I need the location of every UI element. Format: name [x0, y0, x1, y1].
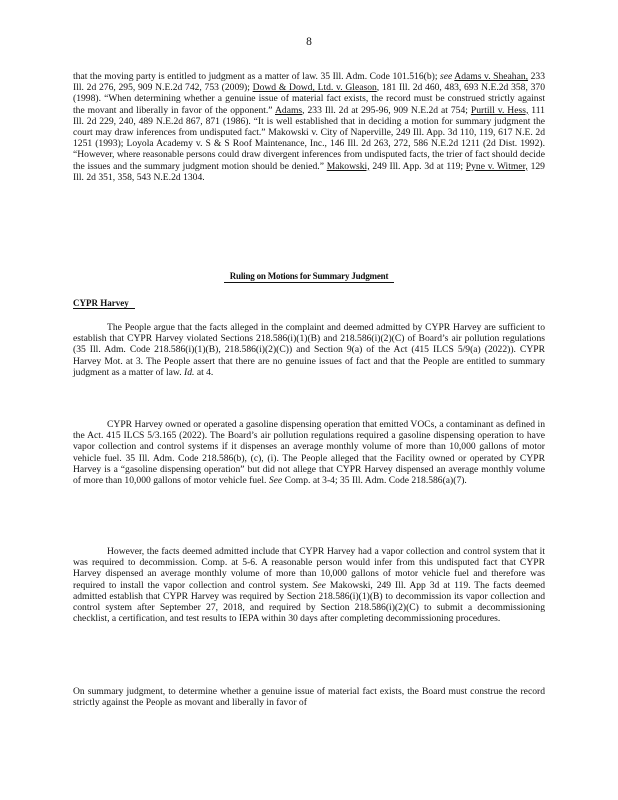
- page-number: 8: [306, 36, 312, 48]
- section-heading: [0, 271, 618, 283]
- text-run: 111 Ill. 2d 229, 240, 489 N.E.2d 867, 871 (1986). “It is well established that in deciding a motion for summary judgment the court may draw inferences from undisputed fact.” Makowski v. City of Naperville, 249 Ill. App. 3d 110, 119, 617 N.E. 2d 1251 (1993); Loyola Academy v. S & S Roof Maintenance, Inc., 146 Ill. 2d 263, 272, 586 N.E.2d 1211 (2d Dist. 1992). “However, where reasonable persons could draw divergent inferences from undisputed facts, the trier of fact should decide the issues and the summary judgment motion should be denied.”: [73, 104, 545, 172]
- text-run: that the moving party is entitled to judgment as a matter of law. 35 Ill. Adm. Code 101.516(b);: [73, 71, 438, 82]
- text-run: However, the facts deemed admitted include that CYPR Harvey had a vapor collection and control system that it was required to decommission. Comp. at 5-6. A reasonable person would infer from this undisputed fact that CYPR Harvey dispensed an average monthly volume of more than 10,000 gallons of motor vehicle fuel and therefore was required to install the vapor collection and control system.: [73, 546, 545, 591]
- text-run: The People argue that the facts alleged in the complaint and deemed admitted by CYPR Harvey are sufficient to establish that CYPR Harvey violated Sections 218.586(i)(1)(B) and 218.586(i)(2)(C) of Board’s air pollution regulations (35 Ill. Adm. Code 218.586(i)(1)(B), 218.586(i)(2)(C)) and Section 9(a) of the Act (415 ILCS 5/9(a) (2022)). CYPR Harvey Mot. at 3. The People assert that there are no genuine issues of fact and that the People are entitled to summary judgment as a matter of law.: [73, 322, 545, 378]
- signal-see: See: [268, 475, 283, 487]
- signal-see: See: [312, 579, 326, 591]
- text-run: 129 Ill. 2d 351, 358, 543 N.E.2d 1304.: [73, 160, 545, 183]
- text-run: 233 Ill. 2d 276, 295, 909 N.E.2d 742, 753 (2009);: [73, 71, 545, 94]
- text-run: , 181 Ill. 2d 460, 483, 693 N.E.2d 358, 370 (1998). “When determining whether a genuine issue of material fact exists, the record must be construed strictly against the movant and liberally in favor of the opponent.”: [73, 82, 545, 116]
- case-citation-adams: Adams v. Sheahan,: [454, 71, 529, 82]
- case-citation-purtill: Purtill v. Hess,: [470, 104, 529, 116]
- case-citation-pyne: Pyne v. Witmer,: [465, 160, 528, 172]
- facility-facts-paragraph: [73, 419, 545, 486]
- subsection-heading: [73, 298, 135, 308]
- text-run: CYPR Harvey owned or operated a gasoline dispensing operation that emitted VOCs, a contaminant as defined in the Act. 415 ILCS 5/3.165 (2022). The Board’s air pollution regulations required a gasoline dispensing operation to have vapor collection and control systems if it dispenses an average monthly volume of more than 10,000 gallons of motor vehicle fuel. 35 Ill. Adm. Code 218.586(b), (c), (i). The People alleged that the Facility owned or operated by CYPR Harvey is a “gasoline dispensing operation” but did not allege that CYPR Harvey dispensed an average monthly volume of more than 10,000 gallons of motor vehicle fuel.: [73, 419, 545, 487]
- signal-see: see: [440, 71, 453, 82]
- people-argument-paragraph: [73, 322, 545, 378]
- signal-id: Id.: [184, 366, 195, 378]
- text-run: 249 Ill. App. 3d at 119;: [372, 160, 464, 172]
- text-run: Comp. at 3-4; 35 Ill. Adm. Code 218.586(a)(7).: [284, 475, 467, 487]
- deemed-admitted-paragraph: [73, 546, 545, 624]
- summary-judgment-paragraph: [73, 686, 545, 708]
- section-heading-text: Ruling on Motions for Summary Judgment: [224, 271, 395, 283]
- legal-standard-paragraph: [73, 71, 545, 183]
- text-run: On summary judgment, to determine whether a genuine issue of material fact exists, the Board must construe the record strictly against the People as movant and liberally in favor of: [73, 686, 545, 709]
- case-citation-adams-short: Adams: [274, 104, 303, 116]
- case-citation-makowski: Makowski,: [326, 160, 370, 172]
- case-citation-dowd: Dowd & Dowd, Ltd. v. Gleason: [252, 82, 377, 94]
- text-run: , 233 Ill. 2d at 295-96, 909 N.E.2d at 754;: [302, 104, 468, 116]
- subsection-heading-text: CYPR Harvey: [73, 298, 135, 309]
- text-run: Makowski, 249 Ill. App 3d at 119. The facts deemed admitted establish that CYPR Harvey was required by Section 218.586(i)(1)(B) to decommission its vapor collection and control system after September 27, 2018, and required by Section 218.586(i)(2)(C) to submit a decommissioning checklist, a certification, and test results to IEPA within 30 days after completing decommissioning procedures.: [73, 579, 545, 625]
- text-run: at 4.: [196, 366, 214, 378]
